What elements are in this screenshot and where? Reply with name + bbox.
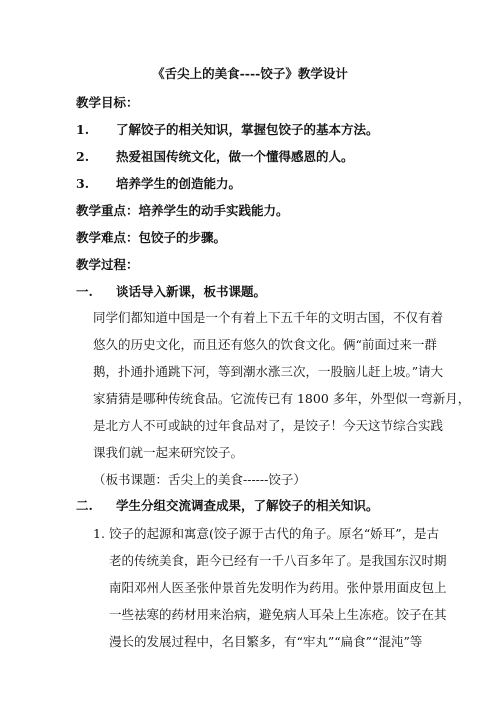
section-heading <box>76 498 379 514</box>
list-item-number: 1. <box>93 526 105 541</box>
paragraph-line: 鹅，扑通扑通跳下河，等到潮水涨三次，一股脑儿赶上坡。”请大 <box>93 364 444 379</box>
paragraph-line: 老的传统美食，距今已经有一千八百多年了。是我国东汉时期 <box>109 553 447 568</box>
objective-number: 2. <box>76 149 90 164</box>
paragraph-line: 漫长的发展过程中，名目繁多，有“牢丸”“扁食”“混沌”等 <box>109 634 423 649</box>
paragraph-line: 饺子的起源和寓意(饺子源于古代的角子。原名“娇耳”，是古 <box>109 526 440 541</box>
difficulty: 教学难点：包饺子的步骤。 <box>76 230 227 245</box>
section-heading-text: 谈话导入新课，板书课题。 <box>116 284 267 299</box>
paragraph-line: 课我们就一起来研究饺子。 <box>93 445 244 460</box>
section-heading <box>76 284 266 300</box>
paragraph-line: 悠久的历史文化，而且还有悠久的饮食文化。俩“前面过来一群 <box>93 337 437 352</box>
document-title: 《舌尖上的美食----饺子》教学设计 <box>152 66 348 81</box>
objective-text: 热爱祖国传统文化，做一个懂得感恩的人。 <box>116 149 354 164</box>
list-item-line <box>93 526 439 542</box>
objectives-heading: 教学目标： <box>76 95 139 110</box>
objective-item <box>76 176 241 192</box>
board-title-note: （板书课题：舌尖上的美食------饺子） <box>93 472 306 487</box>
objective-text: 培养学生的创造能力。 <box>116 176 242 191</box>
objective-item <box>76 149 354 165</box>
key-point: 教学重点：培养学生的动手实践能力。 <box>76 203 289 218</box>
objective-number: 3. <box>76 176 90 191</box>
paragraph-line: 家猜猜是哪种传统食品。它流传已有 1800 多年，外型似一弯新月， <box>93 391 471 406</box>
objective-text: 了解饺子的相关知识，掌握包饺子的基本方法。 <box>116 122 379 137</box>
section-heading-text: 学生分组交流调查成果，了解饺子的相关知识。 <box>116 498 379 513</box>
section-number: 一. <box>76 284 93 299</box>
paragraph-line: 同学们都知道中国是一个有着上下五千年的文明古国，不仅有着 <box>93 310 444 325</box>
objective-item <box>76 122 379 138</box>
section-number: 二. <box>76 498 93 513</box>
process-heading: 教学过程： <box>76 257 139 272</box>
objective-number: 1. <box>76 122 90 137</box>
paragraph-line: 南阳邓州人医圣张仲景首先发明作为药用。张仲景用面皮包上 <box>109 580 447 595</box>
paragraph-line: 一些祛寒的药材用来治病，避免病人耳朵上生冻疮。饺子在其 <box>109 607 447 622</box>
paragraph-line: 是北方人不可或缺的过年食品对了，是饺子！今天这节综合实践 <box>93 418 444 433</box>
